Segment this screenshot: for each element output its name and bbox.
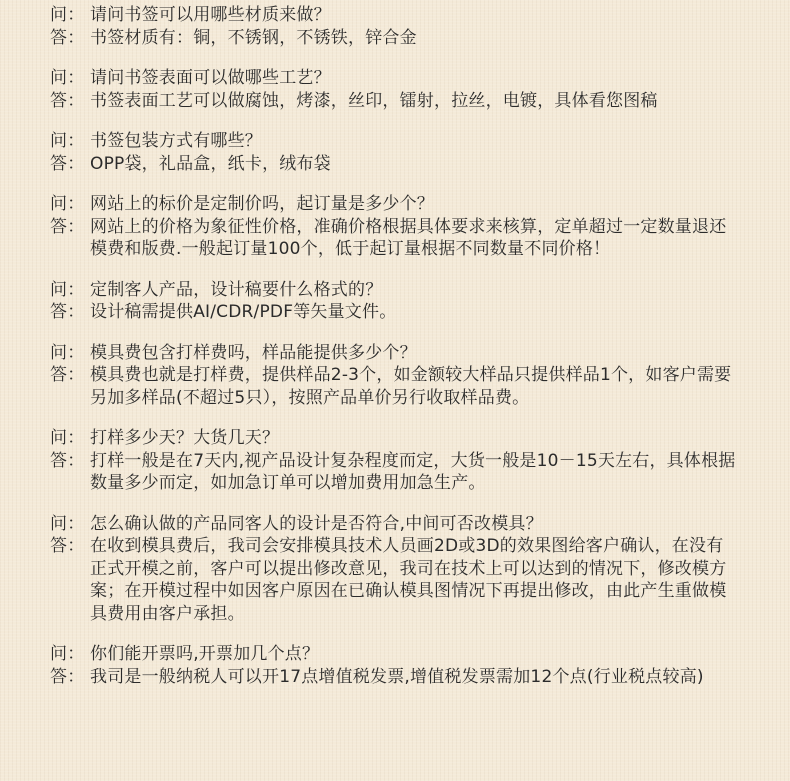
question-text: 请问书签表面可以做哪些工艺？ — [90, 68, 331, 88]
answer-label: 答： — [50, 27, 85, 48]
answer-row — [50, 27, 790, 50]
question-label: 问： — [50, 342, 85, 363]
question-text: 定制客人产品，设计稿要什么格式的？ — [90, 279, 383, 300]
answer-row — [50, 450, 790, 495]
question-text: 模具费包含打样费吗，样品能提供多少个？ — [90, 342, 417, 363]
answer-label: 答： — [50, 365, 85, 385]
question-text: 网站上的标价是定制价吗，起订量是多少个？ — [90, 194, 434, 214]
question-label: 问： — [50, 68, 85, 88]
question-row — [50, 513, 790, 536]
question-text: 请问书签可以用哪些材质来做？ — [90, 5, 331, 25]
question-row — [50, 4, 790, 27]
answer-row — [50, 364, 790, 409]
answer-text: OPP袋，礼品盒，纸卡，绒布袋 — [90, 153, 331, 174]
question-label: 问： — [50, 194, 85, 214]
answer-text: 书签表面工艺可以做腐蚀，烤漆，丝印，镭射，拉丝，电镀，具体看您图稿 — [90, 90, 658, 111]
question-label: 问： — [50, 428, 85, 448]
answer-row — [50, 216, 790, 261]
answer-row — [50, 90, 790, 113]
faq-item-surface-process — [50, 67, 790, 112]
question-row — [50, 342, 790, 365]
answer-row — [50, 666, 790, 689]
faq-item-packaging — [50, 130, 790, 175]
answer-label: 答： — [50, 302, 85, 322]
answer-text: 网站上的价格为象征性价格，准确价格根据具体要求来核算，定单超过一定数量退还模费和版费.一般起订量100个，低于起订量根据不同数量不同价格！ — [90, 216, 727, 259]
answer-label: 答： — [50, 536, 85, 556]
answer-text: 我司是一般纳税人可以开17点增值税发票,增值税发票需加12个点(行业税点较高) — [90, 666, 704, 687]
question-row — [50, 130, 790, 153]
answer-text: 模具费也就是打样费，提供样品2-3个，如金额较大样品只提供样品1个，如客户需要另加多样品(不超过5只），按照产品单价另行收取样品费。 — [90, 365, 732, 408]
answer-row — [50, 301, 790, 324]
answer-text: 设计稿需提供AI/CDR/PDF等矢量文件。 — [90, 302, 397, 322]
answer-text: 在收到模具费后，我司会安排模具技术人员画2D或3D的效果图给客户确认，在没有正式开模之前，客户可以提出修改意见，我司在技术上可以达到的情况下，修改模方案；在开模过程中如因客户原因在已确认模具图情况下再提出修改，由此产生重做模具费用由客户承担。 — [90, 536, 727, 624]
faq-item-price-moq — [50, 193, 790, 261]
answer-label: 答： — [50, 90, 85, 111]
answer-label: 答： — [50, 450, 85, 471]
faq-item-invoice — [50, 643, 790, 688]
question-label: 问： — [50, 5, 85, 25]
question-row — [50, 67, 790, 90]
question-text: 书签包装方式有哪些？ — [90, 131, 262, 151]
question-label: 问： — [50, 513, 85, 534]
faq-item-materials — [50, 4, 790, 49]
question-row — [50, 193, 790, 216]
faq-item-design-confirmation — [50, 513, 790, 626]
answer-label: 答： — [50, 216, 85, 237]
question-text: 你们能开票吗,开票加几个点？ — [90, 644, 320, 664]
question-text: 打样多少天？大货几天？ — [90, 428, 280, 448]
faq-item-design-format — [50, 279, 790, 324]
faq-item-lead-time — [50, 427, 790, 495]
question-label: 问： — [50, 279, 85, 300]
question-row — [50, 427, 790, 450]
faq-item-mold-fee — [50, 342, 790, 410]
question-row — [50, 279, 790, 302]
answer-label: 答： — [50, 666, 85, 687]
answer-row — [50, 153, 790, 176]
question-row — [50, 643, 790, 666]
question-label: 问： — [50, 131, 85, 151]
answer-text: 打样一般是在7天内,视产品设计复杂程度而定，大货一般是10－15天左右，具体根据数量多少而定，如加急订单可以增加费用加急生产。 — [90, 450, 736, 493]
answer-label: 答： — [50, 153, 85, 174]
question-text: 怎么确认做的产品同客人的设计是否符合,中间可否改模具？ — [90, 513, 543, 534]
question-label: 问： — [50, 644, 85, 664]
answer-text: 书签材质有：铜，不锈钢，不锈铁，锌合金 — [90, 27, 417, 48]
answer-row — [50, 535, 790, 625]
